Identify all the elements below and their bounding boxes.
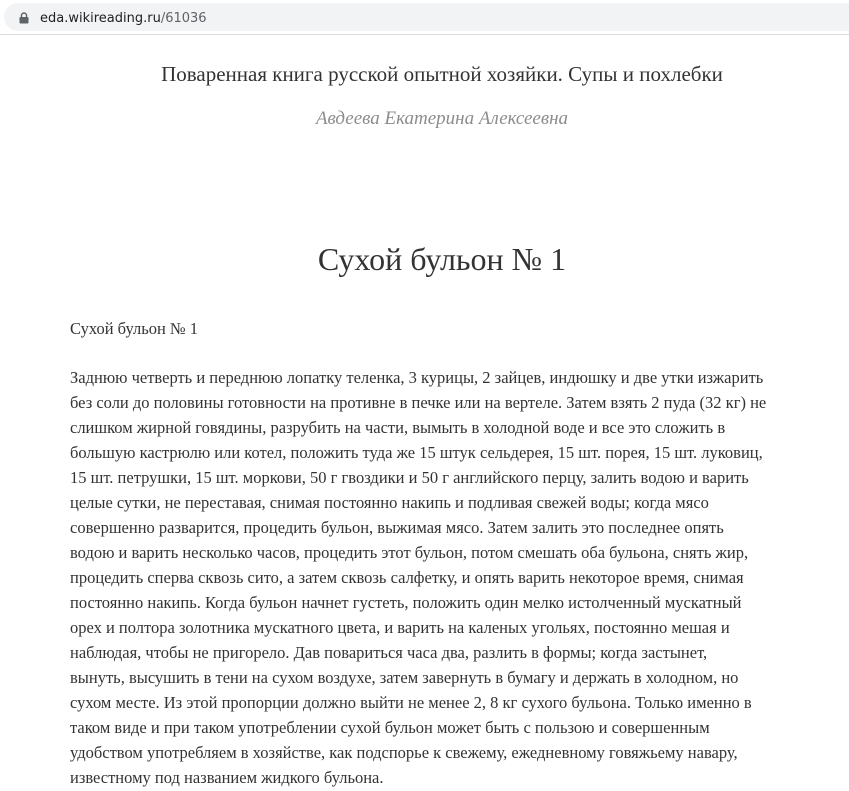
paragraph-line: 15 шт. петрушки, 15 шт. моркови, 50 г гвоздики и 50 г английского перцу, залить водою и варить xyxy=(70,468,749,487)
address-bar xyxy=(0,0,849,35)
paragraph-line: водою и варить несколько часов, процедить этот бульон, потом смешать оба бульона, снять жир, xyxy=(70,543,749,562)
paragraph-line: слишком жирной говядины, разрубить на части, вымыть в холодной воде и все это сложить в xyxy=(70,418,726,437)
url-path: /61036 xyxy=(160,11,207,26)
url-text[interactable] xyxy=(40,9,207,29)
paragraph-line: целые сутки, не переставая, снимая постоянно накипь и подливая свежей воды; когда мясо xyxy=(70,493,709,512)
article-paragraph xyxy=(70,365,830,790)
book-title: Поваренная книга русской опытной хозяйки. Супы и похлебки xyxy=(161,62,723,86)
url-host: eda.wikireading.ru xyxy=(40,11,161,26)
paragraph-line: постоянно накипь. Когда бульон начнет густеть, положить один мелко истолченный мускатный xyxy=(70,593,742,612)
paragraph-line: орех и полтора золотника мускатного цвета, и варить на каленых угольях, постоянно мешая и xyxy=(70,618,730,637)
paragraph-line: сухом месте. Из этой пропорции должно выйти не менее 2, 8 кг сухого бульона. Только именно в xyxy=(70,693,752,712)
paragraph-line: удобством употребляем в хозяйстве, как подспорье к свежему, ежедневному говяжьему навару, xyxy=(70,743,738,762)
paragraph-line: Заднюю четверть и переднюю лопатку теленка, 3 курицы, 2 зайцев, индюшку и две утки изжарить xyxy=(70,368,764,387)
paragraph-line: совершенно разварится, процедить бульон, выжимая мясо. Затем залить это последнее опять xyxy=(70,518,724,537)
paragraph-line: вынуть, высушить в тени на сухом воздухе, затем завернуть в бумагу и держать в холодном, но xyxy=(70,668,739,687)
paragraph-line: процедить сперва сквозь сито, а затем сквозь салфетку, и опять варить некоторое время, снимая xyxy=(70,568,744,587)
article-subheading: Сухой бульон № 1 xyxy=(70,319,199,338)
paragraph-line: наблюдая, чтобы не пригорело. Дав повариться часа два, разлить в формы; когда застынет, xyxy=(70,643,708,662)
paragraph-line: известному под названием жидкого бульона. xyxy=(70,768,384,787)
lock-icon[interactable] xyxy=(19,12,29,24)
url-field[interactable] xyxy=(4,3,849,31)
paragraph-line: без соли до половины готовности на противне в печке или на вертеле. Затем взять 2 пуда (32 кг) не xyxy=(70,393,767,412)
chapter-title: Сухой бульон № 1 xyxy=(317,241,567,277)
article-content xyxy=(70,316,830,790)
paragraph-line: таком виде и при таком употреблении сухой бульон может быть с пользою и совершенным xyxy=(70,718,710,737)
paragraph-line: большую кастрюлю или котел, положить туда же 15 штук сельдерея, 15 шт. порея, 15 шт. луковиц, xyxy=(70,443,763,462)
book-author[interactable]: Авдеева Екатерина Алексеевна xyxy=(315,108,569,129)
